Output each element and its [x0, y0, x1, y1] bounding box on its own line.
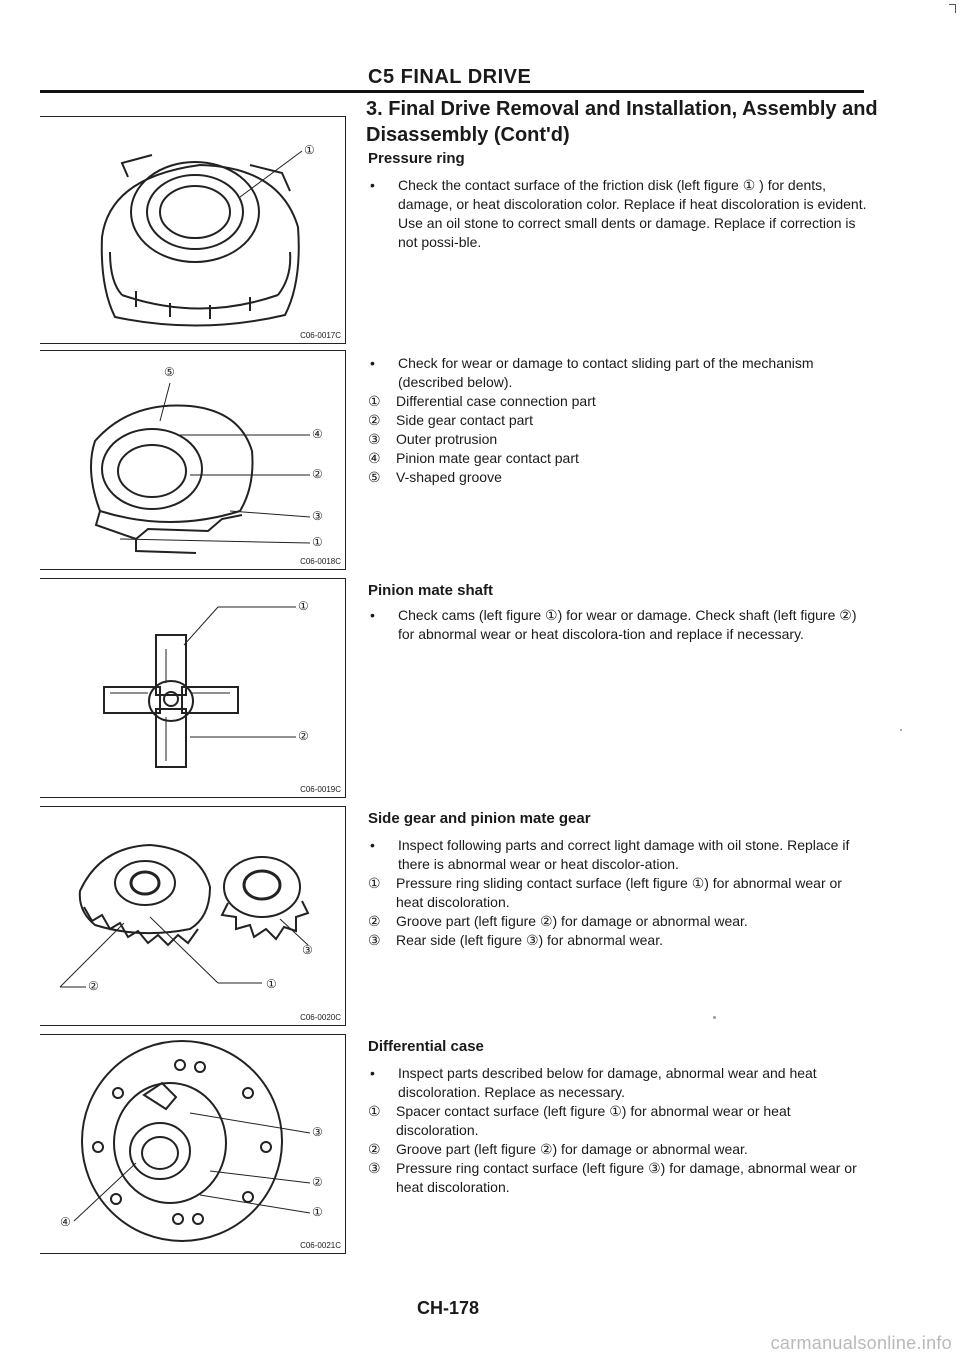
- callout-4: ④: [60, 1215, 71, 1229]
- list-item: ② Groove part (left figure ②) for damage or abnormal wear.: [368, 1141, 748, 1157]
- differential-case-list: • Inspect parts described below for damage, abnormal wear and heat discoloration. Replace as necessary. ① Spacer contact surface (left figure ①) for abnormal wear or heat discoloration. ② Groove part (left figure ②) for damage or abnormal wear. ③ Pressure ring contact surface (left figure ③) for damage, abnormal wear or heat discoloration.: [368, 1064, 870, 1197]
- callout-1: ①: [312, 535, 323, 549]
- figure-pressure-ring-parts: [40, 350, 346, 570]
- pressure-ring-parts-illustration: [40, 351, 345, 569]
- list-item: ③ Rear side (left figure ③) for abnormal wear.: [368, 932, 663, 948]
- callout-3: ③: [302, 943, 313, 957]
- corner-mark: [949, 4, 956, 13]
- callout-1: ①: [298, 599, 309, 613]
- pinion-mate-shaft-bullet: • Check cams (left figure ①) for wear or damage. Check shaft (left figure ②) for abnormal wear or heat discolora-tion and replace if necessary.: [370, 607, 857, 642]
- list-item: ③ Pressure ring contact surface (left figure ③) for damage, abnormal wear or heat discoloration.: [368, 1160, 857, 1195]
- list-item: ① Spacer contact surface (left figure ①) for abnormal wear or heat discoloration.: [368, 1103, 791, 1138]
- list-item: ① Differential case connection part: [368, 393, 596, 409]
- figure-pinion-mate-shaft: [40, 578, 346, 798]
- figure-code: C06-0019C: [300, 785, 341, 794]
- list-item: ④ Pinion mate gear contact part: [368, 450, 579, 466]
- callout-4: ④: [312, 427, 323, 441]
- callout-3: ③: [312, 509, 323, 523]
- callout-1: ①: [312, 1205, 323, 1219]
- side-gear-heading: Side gear and pinion mate gear: [368, 810, 591, 827]
- watermark: carmanualsonline.info: [770, 1333, 952, 1353]
- differential-case-illustration: [40, 1035, 345, 1253]
- callout-1: ①: [266, 977, 277, 991]
- callout-2: ②: [298, 729, 309, 743]
- callout-2: ②: [312, 1175, 323, 1189]
- callout-5: ⑤: [164, 365, 175, 379]
- callout-1: ①: [304, 143, 315, 157]
- side-pinion-gear-illustration: [40, 807, 345, 1025]
- figure-code: C06-0018C: [300, 557, 341, 566]
- page-header-title: C5 FINAL DRIVE: [368, 66, 532, 88]
- header-rule: [40, 90, 864, 93]
- figure-code: C06-0021C: [300, 1241, 341, 1250]
- scan-speck: [713, 1016, 716, 1019]
- section-title: 3. Final Drive Removal and Installation, Assembly and Disassembly (Cont'd): [366, 98, 878, 146]
- differential-case-heading: Differential case: [368, 1038, 484, 1055]
- figure-side-pinion-gear: [40, 806, 346, 1026]
- figure-pressure-ring: [40, 116, 346, 344]
- side-gear-list: • Inspect following parts and correct light damage with oil stone. Replace if there is abnormal wear or heat discolor-ation. ① Pressure ring sliding contact surface (left figure ①) for abnormal wear or heat discoloration. ② Groove part (left figure ②) for damage or abnormal wear. ③ Rear side (left figure ③) for abnormal wear.: [368, 836, 870, 950]
- pressure-ring-bullet-1: • Check the contact surface of the friction disk (left figure ① ) for dents, damage, or heat discoloration color. Replace if heat discoloration is evident. Use an oil stone to correct small dents or damage. Replace if correction is not possi-ble.: [370, 177, 867, 250]
- list-item: ③ Outer protrusion: [368, 431, 498, 447]
- callout-3: ③: [312, 1125, 323, 1139]
- list-item: ① Pressure ring sliding contact surface (left figure ①) for abnormal wear or heat discoloration.: [368, 875, 842, 910]
- callout-2: ②: [312, 467, 323, 481]
- pinion-mate-shaft-heading: Pinion mate shaft: [368, 582, 494, 599]
- pressure-ring-heading: Pressure ring: [368, 150, 465, 167]
- list-item: ② Groove part (left figure ②) for damage or abnormal wear.: [368, 913, 748, 929]
- pressure-ring-parts-list: • Check for wear or damage to contact sliding part of the mechanism (described below). ① Differential case connection part ② Side gear contact part ③ Outer protrusion ④ Pinion mate gear contact part ⑤ V-shaped groove: [368, 354, 870, 487]
- list-item: ② Side gear contact part: [368, 412, 533, 428]
- figure-code: C06-0017C: [300, 331, 341, 340]
- figure-differential-case: [40, 1034, 346, 1254]
- list-item: ⑤ V-shaped groove: [368, 469, 502, 485]
- callout-2: ②: [88, 979, 99, 993]
- page-number: CH-178: [417, 1298, 480, 1318]
- figure-code: C06-0020C: [300, 1013, 341, 1022]
- scan-speck: [900, 729, 902, 731]
- pressure-ring-illustration: [40, 117, 345, 343]
